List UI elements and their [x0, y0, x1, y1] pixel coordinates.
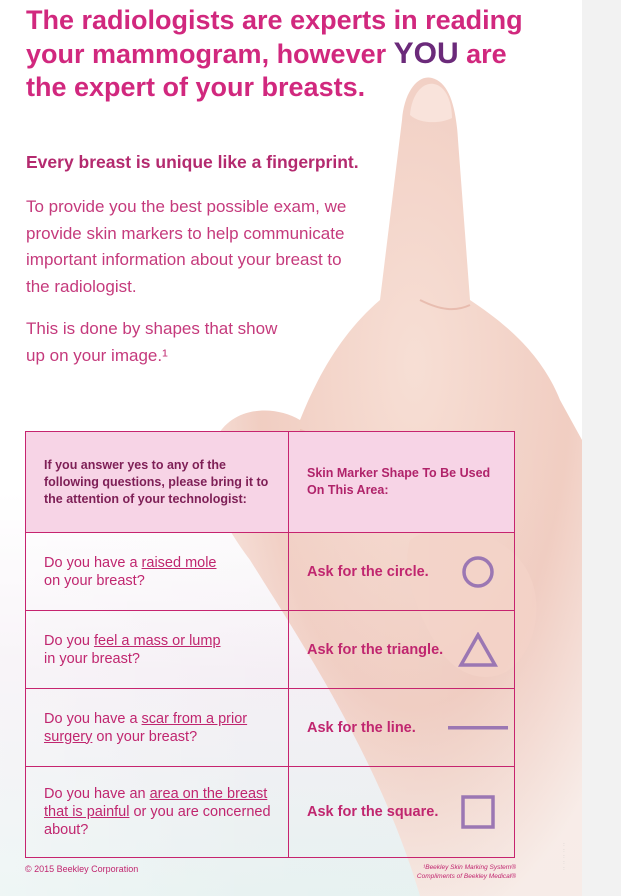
question-text	[26, 785, 288, 839]
table-row	[26, 767, 515, 858]
question-key-term: raised mole	[141, 554, 217, 571]
shapes-paragraph: This is done by shapes that show up on your image.¹	[26, 319, 278, 365]
question-text-end: or you are concerned about?	[44, 804, 271, 838]
header-shape-cell	[289, 432, 515, 533]
triangle-icon	[458, 632, 498, 668]
answer-text: Ask for the square.	[307, 804, 439, 820]
question-text	[26, 632, 288, 668]
question-key-term: scar from a prior surgery	[44, 710, 248, 745]
header-question-cell	[26, 432, 289, 533]
question-text-end: in your breast?	[44, 650, 140, 667]
header-question-text: If you answer yes to any of the following questions, please bring it to the attention of your technologist:	[44, 457, 269, 506]
question-text-start: Do you have a	[44, 710, 142, 727]
question-key-term: feel a mass or lump	[93, 632, 221, 649]
table-row	[26, 611, 515, 689]
header-shape-text: Skin Marker Shape To Be Used On This Area:	[307, 466, 491, 497]
headline-line-2-start: your mammogram, however	[26, 39, 394, 69]
skin-marker-table	[25, 431, 515, 858]
headline-line-1: The radiologists are experts in reading	[26, 5, 523, 35]
question-text-end: on your breast?	[44, 572, 145, 589]
table-row	[26, 533, 515, 611]
headline-line-3: the expert of your breasts.	[26, 72, 366, 102]
question-cell	[26, 767, 289, 858]
question-cell	[26, 689, 289, 767]
headline-line-2-end: are	[458, 39, 507, 69]
subheading: Every breast is unique like a fingerprint.	[26, 152, 359, 172]
footnote	[380, 863, 516, 881]
question-text-end: on your breast?	[92, 728, 198, 745]
headline-you-emphasis: YOU	[393, 37, 459, 70]
answer-text: Ask for the circle.	[307, 563, 429, 580]
line-icon	[448, 724, 508, 732]
headline	[26, 4, 526, 104]
question-cell	[26, 533, 289, 611]
question-text-start: Do you have an	[44, 786, 150, 802]
question-text-start: Do you have a	[44, 554, 142, 571]
square-icon	[460, 794, 496, 830]
answer-cell	[289, 533, 515, 611]
question-key-term: area on the breast that is painful	[44, 786, 268, 820]
answer-cell	[289, 767, 515, 858]
question-text	[26, 710, 288, 746]
question-cell	[26, 611, 289, 689]
answer-text: Ask for the triangle.	[307, 641, 444, 658]
footnote-line-1: ¹Beekley Skin Marking System®	[423, 864, 516, 871]
intro-paragraph: To provide you the best possible exam, we provide skin markers to help communicate important information about your breast to the radiologist.	[26, 197, 347, 296]
footnote-line-2: Compliments of Beekley Medical®	[416, 873, 516, 880]
table-header-row	[26, 432, 515, 533]
answer-text: Ask for the line.	[307, 719, 416, 736]
circle-icon	[460, 554, 496, 590]
vertical-code-mark: : : : : :	[563, 842, 565, 872]
question-text	[26, 554, 288, 590]
question-text-start: Do you	[44, 632, 94, 649]
answer-cell	[289, 689, 515, 767]
table-row	[26, 689, 515, 767]
copyright-text: © 2015 Beekley Corporation	[25, 864, 139, 874]
answer-cell	[289, 611, 515, 689]
page-edge-strip	[582, 0, 621, 896]
